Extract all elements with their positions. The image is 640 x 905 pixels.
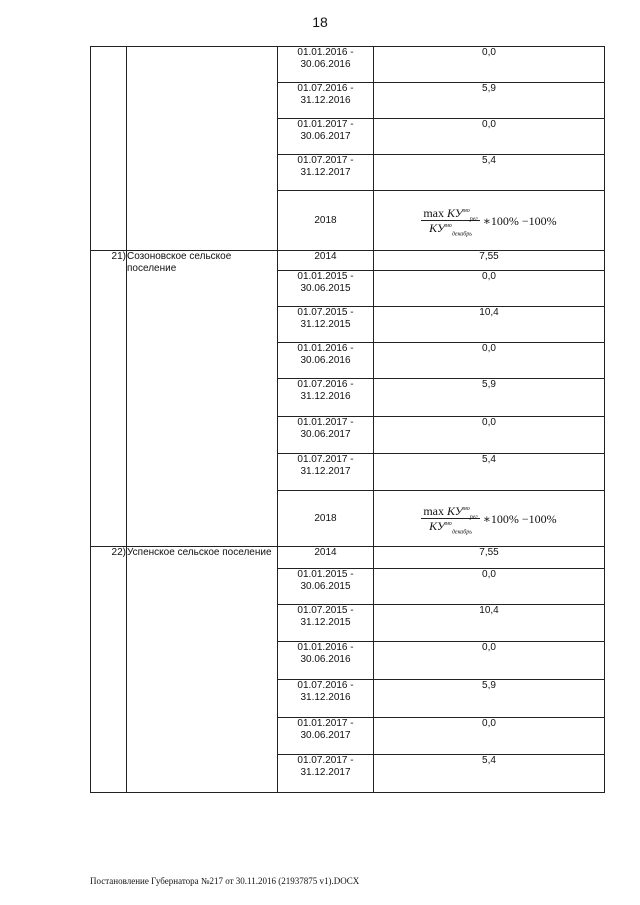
value-cell: 0,0 (374, 119, 605, 155)
tariff-table (90, 46, 605, 793)
value-cell: 5,4 (374, 454, 605, 491)
page-number: 18 (312, 14, 328, 30)
table-row (91, 251, 605, 271)
document-footer: Постановление Губернатора №217 от 30.11.2016 (21937875 v1).DOCX (90, 876, 360, 886)
period-cell: 01.07.2015 - 31.12.2015 (278, 307, 374, 343)
period-cell: 2018 (278, 191, 374, 251)
period-cell: 01.07.2017 - 31.12.2017 (278, 155, 374, 191)
value-cell: 5,9 (374, 680, 605, 718)
formula: $\frac{\max КУ^{мо}_{рег}}{КУ^{мо}_{декабрь}}$ ∗100% −100% (423, 503, 557, 536)
value-cell: 0,0 (374, 271, 605, 307)
table-row (91, 47, 605, 83)
value-cell: 0,0 (374, 569, 605, 605)
period-cell: 2014 (278, 251, 374, 271)
table-row (91, 547, 605, 569)
period-cell: 01.01.2016 - 30.06.2016 (278, 343, 374, 379)
value-cell: 0,0 (374, 47, 605, 83)
period-cell: 01.01.2015 - 30.06.2015 (278, 569, 374, 605)
formula-cell (374, 191, 605, 251)
period-cell: 01.01.2016 - 30.06.2016 (278, 642, 374, 680)
period-cell: 01.07.2017 - 31.12.2017 (278, 755, 374, 793)
period-cell: 01.01.2017 - 30.06.2017 (278, 119, 374, 155)
formula: $\frac{\max КУ^{мо}_{рег}}{КУ^{мо}_{декабрь}}$ ∗100% −100% (423, 205, 557, 238)
period-cell: 01.07.2016 - 31.12.2016 (278, 83, 374, 119)
settlement-name: Успенское сельское поселение (127, 547, 278, 793)
period-cell: 01.07.2016 - 31.12.2016 (278, 680, 374, 718)
row-number: 22) (91, 547, 127, 793)
period-cell: 01.07.2017 - 31.12.2017 (278, 454, 374, 491)
value-cell: 0,0 (374, 417, 605, 454)
period-cell: 2014 (278, 547, 374, 569)
period-cell: 01.01.2015 - 30.06.2015 (278, 271, 374, 307)
period-cell: 01.01.2017 - 30.06.2017 (278, 718, 374, 755)
period-cell: 2018 (278, 491, 374, 547)
value-cell: 0,0 (374, 718, 605, 755)
period-cell: 01.01.2017 - 30.06.2017 (278, 417, 374, 454)
period-cell: 01.01.2016 - 30.06.2016 (278, 47, 374, 83)
value-cell: 5,4 (374, 755, 605, 793)
row-number-cell (91, 47, 127, 251)
value-cell: 7,55 (374, 251, 605, 271)
formula-cell (374, 491, 605, 547)
value-cell: 5,9 (374, 83, 605, 119)
period-cell: 01.07.2016 - 31.12.2016 (278, 379, 374, 417)
period-cell: 01.07.2015 - 31.12.2015 (278, 605, 374, 642)
value-cell: 0,0 (374, 642, 605, 680)
value-cell: 5,9 (374, 379, 605, 417)
value-cell: 7,55 (374, 547, 605, 569)
settlement-name: Созоновское сельское поселение (127, 251, 278, 547)
value-cell: 10,4 (374, 307, 605, 343)
row-number: 21) (91, 251, 127, 547)
settlement-name-cell (127, 47, 278, 251)
value-cell: 5,4 (374, 155, 605, 191)
value-cell: 0,0 (374, 343, 605, 379)
value-cell: 10,4 (374, 605, 605, 642)
